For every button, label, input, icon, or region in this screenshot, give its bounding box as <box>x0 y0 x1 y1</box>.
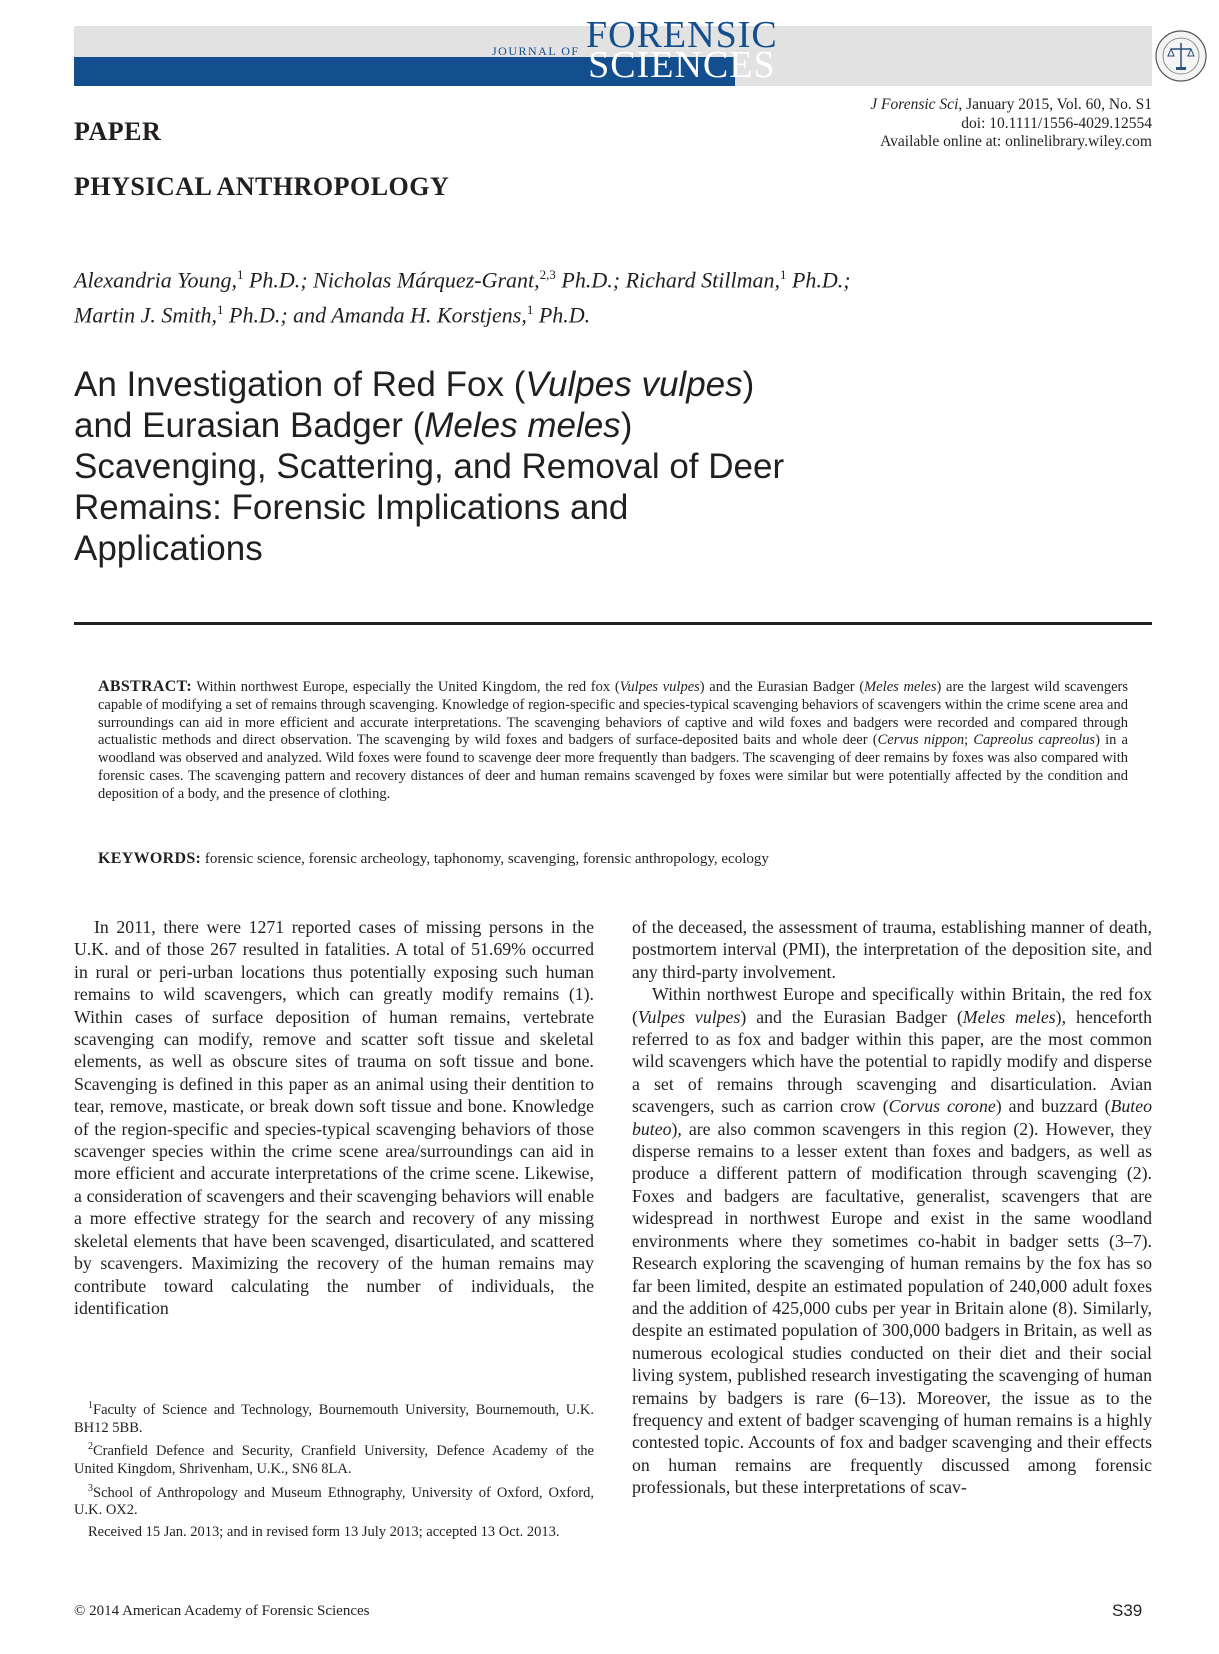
author-degree: Ph.D.; <box>786 267 851 293</box>
citation-volume <box>870 96 1152 115</box>
title-line: Remains: Forensic Implications and <box>74 488 629 527</box>
body-paragraph: of the deceased, the assessment of trauma, establishing manner of death, postmortem interval (PMI), the interpretation of the deposition site, and any third-party involvement. <box>632 917 1152 982</box>
abstract-text: ) in a woodland was observed and analyzed. Wild foxes were found to scavenge deer more frequently than badgers. The scavenging of deer remains by foxes was also compared with forensic cases. The scavenging pattern and recovery distances of deer and human remains scavenged by foxes were similar but were potentially affected by the condition and deposition of a body, and the presence of clothing. <box>98 732 1128 802</box>
page-number: S39 <box>1112 1601 1143 1620</box>
abstract <box>98 678 1128 804</box>
species-name: Vulpes vulpes <box>637 1006 741 1027</box>
section-label: PHYSICAL ANTHROPOLOGY <box>74 172 450 201</box>
received-dates: Received 15 Jan. 2013; and in revised form 13 July 2013; accepted 13 Oct. 2013. <box>88 1524 560 1541</box>
body-text: ), are also common scavengers in this region (2). However, they disperse remains to a lesser extent than foxes and badgers, as well as produce a different pattern of modification through scavenging (2). Foxes and badgers are facultative, generalist, scavengers that are widespread in northwest Europe and exist in the same woodland environments where they sometimes co-habit in badger setts (3–7). Research exploring the scavenging of human remains by the fox has so far been limited, despite an estimated population of 240,000 adult foxes and the addition of 425,000 cubs per year in Britain alone (8). Similarly, despite an estimated population of 300,000 badgers in Britain, as well as numerous ecological studies conducted on their diet and their social living system, published research investigating the scavenging of human remains by badgers is rare (6–13). Moreover, the issue as to the frequency and extent of badger scavenging of human remains is a highly contested topic. Accounts of fox and badger scavenging and their effects on human remains are frequently discussed among forensic professionals, but these interpretations of scav- <box>632 1118 1152 1498</box>
species-name: Meles meles <box>962 1006 1056 1027</box>
affiliation-ref: 1 <box>526 302 534 318</box>
abstract-text: ; <box>964 732 974 749</box>
body-paragraph: In 2011, there were 1271 reported cases of missing persons in the U.K. and of those 267 resulted in fatalities. A total of 51.69% occurred in rural or peri-urban locations thus potentially exposing such human remains to wild scavengers, which can greatly modify remains (1). Within cases of surface deposition of human remains, vertebrate scavenging can modify, remove and scatter soft tissue and skeletal elements, as well as obscure sites of trauma on soft tissue and bone. Scavenging is defined in this paper as an animal using their dentition to tear, remove, masticate, or break down soft tissue and bone. Knowledge of the region-specific and species-typical scavenging behaviors of those scavenger species within the crime scene area/surroundings can aid in more efficient and accurate interpretations of the crime scene. Likewise, a consideration of scavengers and their scavenging behaviors will enable a more effective strategy for the search and recovery of any missing skeletal elements that have been scavenged, disarticulated, and scattered by scavengers. Maximizing the recovery of the human remains may contribute toward calculating the number of individuals, the identification <box>74 917 594 1318</box>
abstract-text: Within northwest Europe, especially the United Kingdom, the red fox ( <box>191 679 620 695</box>
title-species: Vulpes vulpes <box>525 365 743 404</box>
footnote <box>74 1397 594 1437</box>
title-text: ) <box>742 365 755 404</box>
keywords-heading: KEYWORDS: <box>98 850 202 867</box>
academy-seal-icon <box>1154 29 1208 83</box>
author-name: Alexandria Young, <box>74 267 237 293</box>
body-text: ), henceforth referred to as fox and badger within this paper, are the most common wild scavengers which have the potential to rapidly modify and disperse a set of remains through scavenging and disarticulation. Avian scavengers, such as carrion crow ( <box>632 1006 1152 1117</box>
keywords-text: forensic science, forensic archeology, taphonomy, scavenging, forensic anthropology, ecology <box>201 851 769 867</box>
footnote-mark: 2 <box>88 1441 93 1453</box>
author-degree: Ph.D.; <box>555 267 626 293</box>
species-name: Buteo buteo <box>632 1096 1152 1139</box>
abstract-text: ) and the Eurasian Badger ( <box>699 679 865 695</box>
paper-type-label: PAPER <box>74 117 162 146</box>
title-text: and Eurasian Badger ( <box>74 406 425 445</box>
citation-issue: , January 2015, Vol. 60, No. S1 <box>958 96 1152 113</box>
title-species: Meles meles <box>424 406 621 445</box>
footnote-text: Faculty of Science and Technology, Bournemouth University, Bournemouth, U.K. BH12 5BB. <box>74 1401 594 1436</box>
author-name: Nicholas Márquez-Grant, <box>313 267 540 293</box>
footnotes <box>74 1397 594 1543</box>
author-name: Amanda H. Korstjens, <box>331 302 527 328</box>
title-text: An Investigation of Red Fox ( <box>74 365 526 404</box>
title-line: Scavenging, Scattering, and Removal of Deer <box>74 447 785 486</box>
journal-abbrev: J Forensic Sci <box>870 96 959 113</box>
affiliation-ref: 2,3 <box>539 267 556 282</box>
citation-block <box>870 96 1152 152</box>
journal-logo <box>586 14 778 86</box>
author-list <box>74 260 1074 331</box>
article-title <box>74 364 974 569</box>
author-degree: Ph.D. <box>533 302 591 328</box>
body-text: Within northwest Europe and specifically within Britain, the red fox ( <box>632 984 1152 1027</box>
author-degree: Ph.D.; and <box>223 302 332 328</box>
body-paragraph <box>632 983 1152 1498</box>
abstract-heading: ABSTRACT: <box>98 678 192 695</box>
body-column-left <box>74 916 594 1319</box>
copyright: © 2014 American Academy of Forensic Sciences <box>74 1603 370 1619</box>
journal-prefix: JOURNAL OF <box>492 44 580 58</box>
author-name: Richard Stillman, <box>625 267 780 293</box>
footnote-mark: 1 <box>88 1400 93 1411</box>
body-text: ) and buzzard ( <box>995 1096 1111 1117</box>
abstract-text: ) are the largest wild scavengers capable of modifying a set of remains through scavenging. Knowledge of region-specific and species-typical scavenging behaviors of scavengers within the crime scene area and surroundings can aid in more efficient and accurate interpretations. The scavenging behaviors of captive and wild foxes and badgers were recorded and compared through actualistic methods and direct observation. The scavenging by wild foxes and badgers of surface-deposited baits and whole deer ( <box>98 679 1128 749</box>
title-divider <box>74 622 1152 625</box>
abstract-species: Capreolus capreolus <box>973 732 1096 749</box>
affiliation-ref: 1 <box>236 267 244 282</box>
keywords <box>98 850 1128 868</box>
journal-name-line1: FORENSIC <box>586 14 778 56</box>
abstract-species: Meles meles <box>864 679 937 695</box>
species-name: Corvus corone <box>888 1096 996 1117</box>
title-line <box>74 405 974 446</box>
abstract-species: Cervus nippon <box>877 732 965 749</box>
affiliation-ref: 1 <box>217 302 224 318</box>
title-text: ) <box>620 406 633 445</box>
footnote <box>74 1438 594 1478</box>
footnote-text: School of Anthropology and Museum Ethnography, University of Oxford, Oxford, U.K. OX2. <box>74 1484 594 1519</box>
abstract-species: Vulpes vulpes <box>619 679 700 695</box>
journal-name-line2: SCIENCES <box>588 44 776 86</box>
doi[interactable]: doi: 10.1111/1556-4029.12554 <box>961 114 1152 132</box>
author-degree: Ph.D.; <box>243 267 314 293</box>
title-line: Applications <box>74 529 263 568</box>
author-name: Martin J. Smith, <box>74 302 217 328</box>
title-line <box>74 364 974 405</box>
body-text: ) and the Eurasian Badger ( <box>740 1006 963 1027</box>
affiliation-ref: 1 <box>779 267 787 282</box>
footnote-mark: 3 <box>88 1482 93 1494</box>
journal-header-banner <box>74 14 1152 86</box>
body-column-right <box>632 916 1152 1499</box>
footnote <box>74 1480 594 1520</box>
footnote-text: Cranfield Defence and Security, Cranfield University, Defence Academy of the United Kingdom, Shrivenham, U.K., SN6 8LA. <box>74 1443 594 1478</box>
online-availability[interactable]: Available online at: onlinelibrary.wiley.com <box>880 133 1152 150</box>
